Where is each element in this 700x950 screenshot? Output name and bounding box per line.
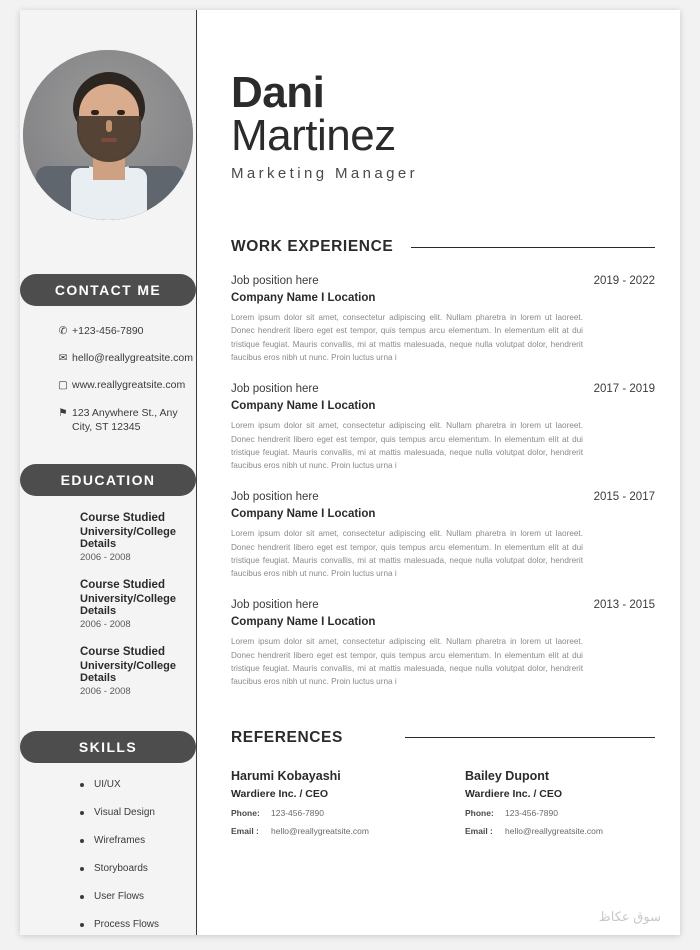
job-title: Job position here [231, 599, 319, 612]
list-item [54, 378, 196, 392]
work-experience-item [231, 383, 655, 472]
list-item: Process Flows [80, 919, 196, 930]
education-list [80, 512, 196, 697]
contact-website-value: www.reallygreatsite.com [72, 379, 186, 392]
skills-list [80, 779, 196, 930]
references-list [231, 769, 655, 836]
work-experience-item [231, 491, 655, 580]
list-item [80, 512, 196, 563]
phone-icon: ✆ [58, 325, 68, 337]
reference-role: Wardiere Inc. / CEO [231, 787, 329, 800]
reference-email-value: hello@reallygreatsite.com [505, 825, 603, 836]
reference-phone-label: Phone: [231, 807, 260, 818]
job-role-subtitle: Marketing Manager [231, 165, 419, 183]
list-item: User Flows [80, 891, 196, 902]
page-title-last-name: Martinez [231, 111, 396, 161]
reference-email-value: hello@reallygreatsite.com [271, 825, 369, 836]
resume-page [20, 10, 680, 935]
job-description: Lorem ipsum dolor sit amet, consectetur adipiscing elit. Nullam pharetra in lorem ut laoreet. Donec hendrerit libero eget est tempor, quis tempus arcu elementum. In elementum elit at dui tristique feugiat. Mauris convallis, mi at mattis malesuada, neque nulla volutpat dolor, hendrerit faucibus eros nibh ut nunc. Proin luctus urna i [231, 529, 583, 579]
education-years: 2006 - 2008 [80, 685, 131, 697]
skills-heading: SKILLS [20, 731, 196, 763]
education-school: University/College Details [80, 592, 176, 617]
list-item [54, 351, 196, 365]
work-experience-item [231, 275, 655, 364]
job-title: Job position here [231, 275, 319, 288]
main-content [197, 10, 680, 935]
education-course: Course Studied [80, 645, 165, 658]
photo-nose [106, 120, 112, 132]
reference-email-label: Email : [465, 825, 493, 836]
list-item: UI/UX [80, 779, 196, 790]
job-title: Job position here [231, 491, 319, 504]
contact-list [54, 324, 196, 434]
avatar [23, 50, 193, 220]
job-dates: 2015 - 2017 [593, 491, 655, 504]
reference-phone-label: Phone: [465, 807, 494, 818]
list-item [80, 579, 196, 630]
education-school: University/College Details [80, 659, 176, 684]
references-header [231, 729, 655, 747]
contact-heading: CONTACT ME [20, 274, 196, 306]
photo-eye-left [91, 110, 99, 115]
list-item: Storyboards [80, 863, 196, 874]
job-description: Lorem ipsum dolor sit amet, consectetur adipiscing elit. Nullam pharetra in lorem ut laoreet. Donec hendrerit libero eget est tempor, quis tempus arcu elementum. In elementum elit at dui tristique feugiat. Mauris convallis, mi at mattis malesuada, neque nulla volutpat dolor, hendrerit faucibus eros nibh ut nunc. Proin luctus urna i [231, 421, 583, 471]
list-item: Wireframes [80, 835, 196, 846]
contact-email-value: hello@reallygreatsite.com [72, 352, 193, 365]
reference-item [231, 769, 421, 836]
reference-email-label: Email : [231, 825, 259, 836]
contact-phone-value: +123-456-7890 [72, 325, 144, 337]
education-years: 2006 - 2008 [80, 551, 131, 563]
page-title-first-name: Dani [231, 68, 325, 117]
education-school: University/College Details [80, 525, 176, 550]
section-divider [411, 247, 655, 248]
reference-name: Harumi Kobayashi [231, 768, 341, 783]
section-title: WORK EXPERIENCE [231, 238, 394, 256]
list-item [54, 406, 196, 434]
job-dates: 2019 - 2022 [593, 275, 655, 288]
job-company: Company Name I Location [231, 616, 376, 629]
education-heading: EDUCATION [20, 464, 196, 496]
work-experience-item [231, 599, 655, 688]
list-item [54, 324, 196, 338]
reference-name: Bailey Dupont [465, 768, 550, 783]
list-item [80, 646, 196, 697]
reference-role: Wardiere Inc. / CEO [465, 787, 563, 800]
job-dates: 2017 - 2019 [593, 383, 655, 396]
job-company: Company Name I Location [231, 400, 376, 413]
job-company: Company Name I Location [231, 292, 376, 305]
reference-phone-value: 123-456-7890 [505, 807, 558, 818]
watermark: سوق عكاظ [598, 909, 661, 924]
education-course: Course Studied [80, 511, 165, 524]
education-course: Course Studied [80, 578, 165, 591]
globe-icon: ▢ [58, 379, 68, 392]
job-company: Company Name I Location [231, 508, 376, 521]
education-years: 2006 - 2008 [80, 618, 131, 630]
job-dates: 2013 - 2015 [593, 599, 655, 612]
job-description: Lorem ipsum dolor sit amet, consectetur adipiscing elit. Nullam pharetra in lorem ut laoreet. Donec hendrerit libero eget est tempor, quis tempus arcu elementum. In elementum elit at dui tristique feugiat. Mauris convallis, mi at mattis malesuada, neque nulla volutpat dolor, hendrerit faucibus eros nibh ut nunc. Proin luctus urna i [231, 313, 583, 362]
photo-eye-right [117, 110, 125, 115]
job-description: Lorem ipsum dolor sit amet, consectetur adipiscing elit. Nullam pharetra in lorem ut laoreet. Donec hendrerit libero eget est tempor, quis tempus arcu elementum. In elementum elit at dui tristique feugiat. Mauris convallis, mi at mattis malesuada, neque nulla volutpat dolor, hendrerit faucibus eros nibh ut nunc. Proin luctus urna i [231, 637, 583, 687]
sidebar [20, 10, 197, 935]
contact-address-value: 123 Anywhere St., Any City, ST 12345 [72, 406, 178, 433]
section-divider [405, 737, 655, 738]
reference-phone-value: 123-456-7890 [271, 807, 324, 818]
location-pin-icon: ⚑ [58, 406, 68, 419]
email-icon: ✉ [58, 352, 68, 365]
section-title: REFERENCES [231, 728, 343, 746]
photo-mouth [101, 138, 117, 142]
list-item: Visual Design [80, 807, 196, 818]
reference-item [465, 769, 655, 836]
work-experience-header [231, 238, 655, 256]
job-title: Job position here [231, 383, 319, 396]
